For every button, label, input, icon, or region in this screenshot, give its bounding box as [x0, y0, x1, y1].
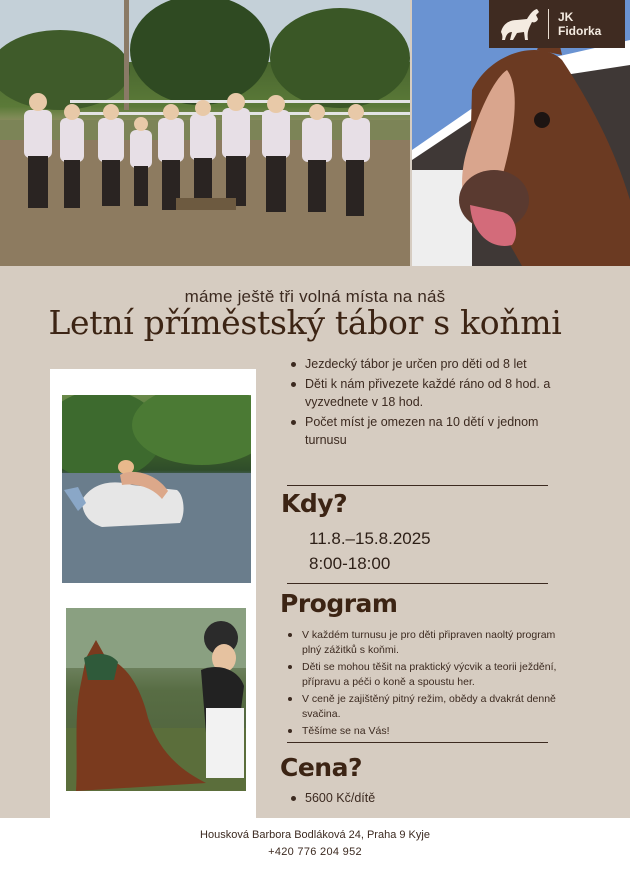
program-heading: Program [280, 589, 398, 618]
intro-item: Děti k nám přivezete každé ráno od 8 hod. a vyzvednete v 18 hod. [289, 375, 559, 412]
price-heading: Cena? [280, 753, 362, 782]
footer-address: Housková Barbora Bodláková 24, Praha 9 Kyje [200, 829, 430, 841]
time-range: 8:00-18:00 [309, 554, 391, 573]
divider [287, 485, 548, 486]
divider [287, 742, 548, 743]
program-list [286, 628, 576, 741]
logo-line2: Fidorka [558, 24, 602, 38]
page-title: Letní příměstský tábor s koňmi [48, 303, 562, 342]
logo-text [558, 10, 601, 38]
lake-photo [62, 395, 251, 583]
riding-photo [66, 608, 246, 791]
logo-badge [489, 0, 625, 48]
group-photo [0, 0, 410, 266]
date-range: 11.8.–15.8.2025 [309, 529, 431, 548]
program-item: Děti se mohou těšit na praktický výcvik a teorii ježdění, přípravu a péči o koně a spoustu her. [286, 660, 576, 690]
horse-logo-icon [497, 4, 543, 44]
divider [287, 583, 548, 584]
intro-item: Počet míst je omezen na 10 dětí v jednom turnusu [289, 413, 559, 450]
program-item: Těšíme se na Vás! [286, 724, 576, 739]
price-item: 5600 Kč/dítě [289, 789, 489, 807]
program-item: V každém turnusu je pro děti připraven naoltý program plný zážitků s koňmi. [286, 628, 576, 658]
program-item: V ceně je zajištěný pitný režim, obědy a dvakrát denně svačina. [286, 692, 576, 722]
price-list [289, 789, 489, 807]
intro-list [289, 355, 559, 451]
logo-separator [548, 9, 549, 39]
logo-line1: JK [558, 10, 574, 24]
intro-item: Jezdecký tábor je určen pro děti od 8 let [289, 355, 559, 374]
when-heading: Kdy? [281, 489, 348, 518]
footer-phone: +420 776 204 952 [268, 846, 362, 858]
subtitle: máme ještě tři volná místa na náš [184, 287, 446, 306]
